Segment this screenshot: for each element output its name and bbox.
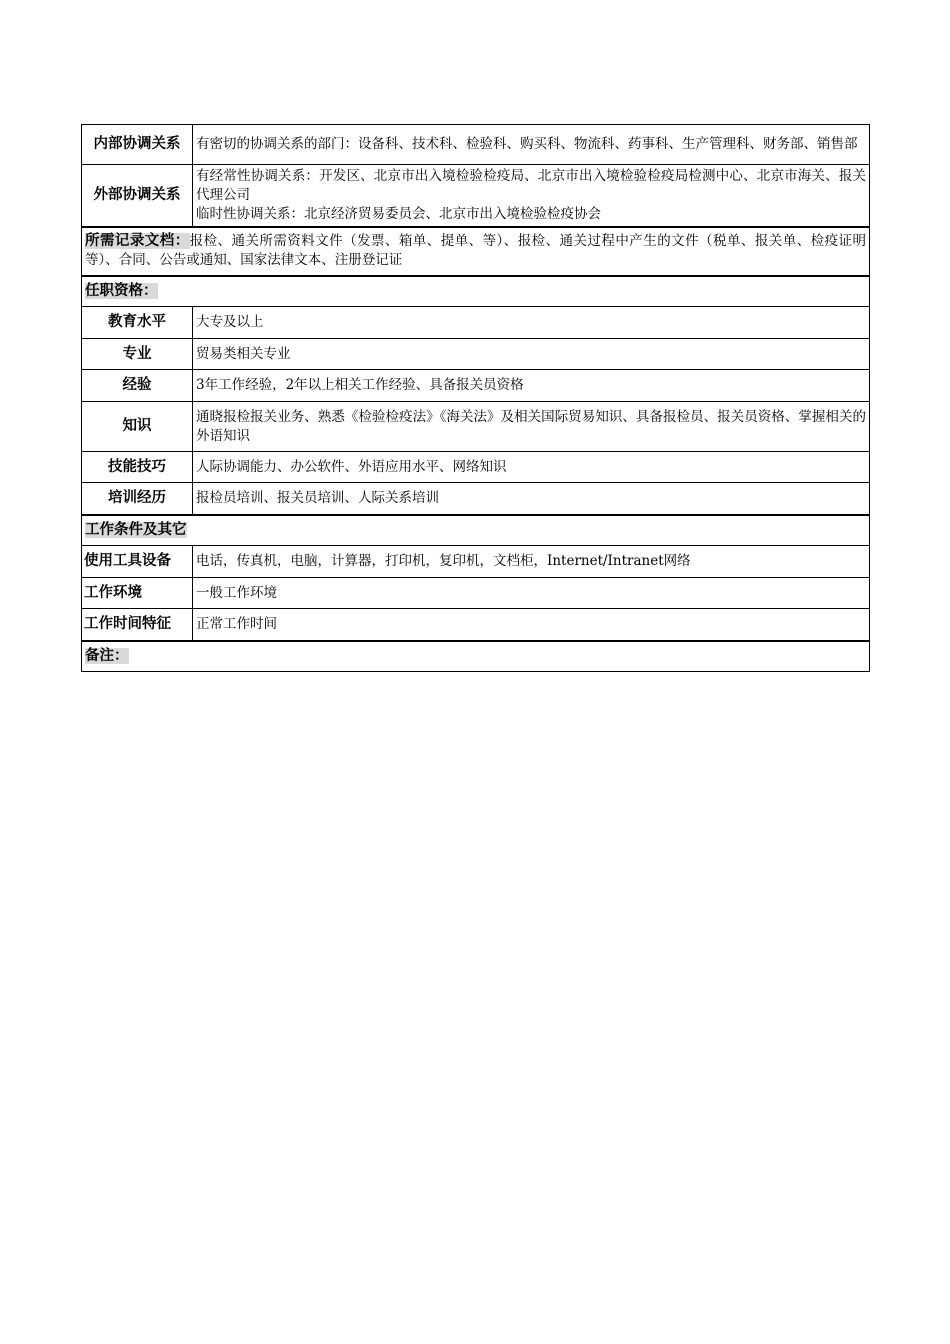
condition-row-environment <box>82 578 870 609</box>
qualifications-header-row <box>82 276 870 307</box>
external-coordination-cell <box>193 165 870 227</box>
internal-coordination-label: 内部协调关系 <box>82 125 193 165</box>
records-text: 报检、通关所需资料文件（发票、箱单、提单、等）、报检、通关过程中产生的文件（税单、报关单、检疫证明等）、合同、公告或通知、国家法律文本、注册登记证 <box>85 233 867 268</box>
qualifications-title: 任职资格： <box>85 282 158 299</box>
conditions-title: 工作条件及其它 <box>85 521 187 538</box>
condition-label: 使用工具设备 <box>82 546 193 578</box>
conditions-header-cell <box>82 515 870 546</box>
qualification-row-experience <box>82 370 870 402</box>
qualification-row-knowledge <box>82 402 870 452</box>
qualification-value: 通晓报检报关业务、熟悉《检验检疫法》《海关法》及相关国际贸易知识、具备报检员、报关员资格、掌握相关的外语知识 <box>193 402 870 452</box>
qualification-value: 贸易类相关专业 <box>193 339 870 370</box>
conditions-header-row <box>82 515 870 546</box>
internal-coordination-row <box>82 125 870 165</box>
qualification-value: 大专及以上 <box>193 307 870 339</box>
qualification-label: 技能技巧 <box>82 452 193 483</box>
condition-label: 工作环境 <box>82 578 193 609</box>
external-coordination-row <box>82 165 870 227</box>
qualification-row-major <box>82 339 870 370</box>
qualification-row-training <box>82 483 870 515</box>
condition-label: 工作时间特征 <box>82 609 193 641</box>
external-coordination-label: 外部协调关系 <box>82 165 193 227</box>
job-description-table <box>81 124 870 672</box>
qualification-label: 培训经历 <box>82 483 193 515</box>
records-cell <box>82 227 870 276</box>
qualification-row-education <box>82 307 870 339</box>
qualification-label: 专业 <box>82 339 193 370</box>
qualification-value: 3年工作经验，2年以上相关工作经验、具备报关员资格 <box>193 370 870 402</box>
external-coordination-regular: 有经常性协调关系：开发区、北京市出入境检验检疫局、北京市出入境检验检疫局检测中心、北京市海关、报关代理公司 <box>196 167 866 203</box>
external-coordination-temporary: 临时性协调关系：北京经济贸易委员会、北京市出入境检验检疫协会 <box>196 205 601 222</box>
notes-cell <box>82 641 870 672</box>
qualification-value: 人际协调能力、办公软件、外语应用水平、网络知识 <box>193 452 870 483</box>
condition-row-hours <box>82 609 870 641</box>
internal-coordination-text: 有密切的协调关系的部门：设备科、技术科、检验科、购买科、物流科、药事科、生产管理科、财务部、销售部 <box>193 125 870 165</box>
records-label: 所需记录文档： <box>85 233 190 249</box>
notes-label: 备注： <box>85 647 129 664</box>
qualification-value: 报检员培训、报关员培训、人际关系培训 <box>193 483 870 515</box>
records-row <box>82 227 870 276</box>
condition-row-tools <box>82 546 870 578</box>
condition-value: 一般工作环境 <box>193 578 870 609</box>
condition-value: 电话，传真机，电脑，计算器，打印机，复印机，文档柜，Internet/Intranet网络 <box>193 546 870 578</box>
notes-row <box>82 641 870 672</box>
condition-value: 正常工作时间 <box>193 609 870 641</box>
qualification-label: 教育水平 <box>82 307 193 339</box>
qualification-row-skills <box>82 452 870 483</box>
qualification-label: 知识 <box>82 402 193 452</box>
qualifications-header-cell <box>82 276 870 307</box>
qualification-label: 经验 <box>82 370 193 402</box>
